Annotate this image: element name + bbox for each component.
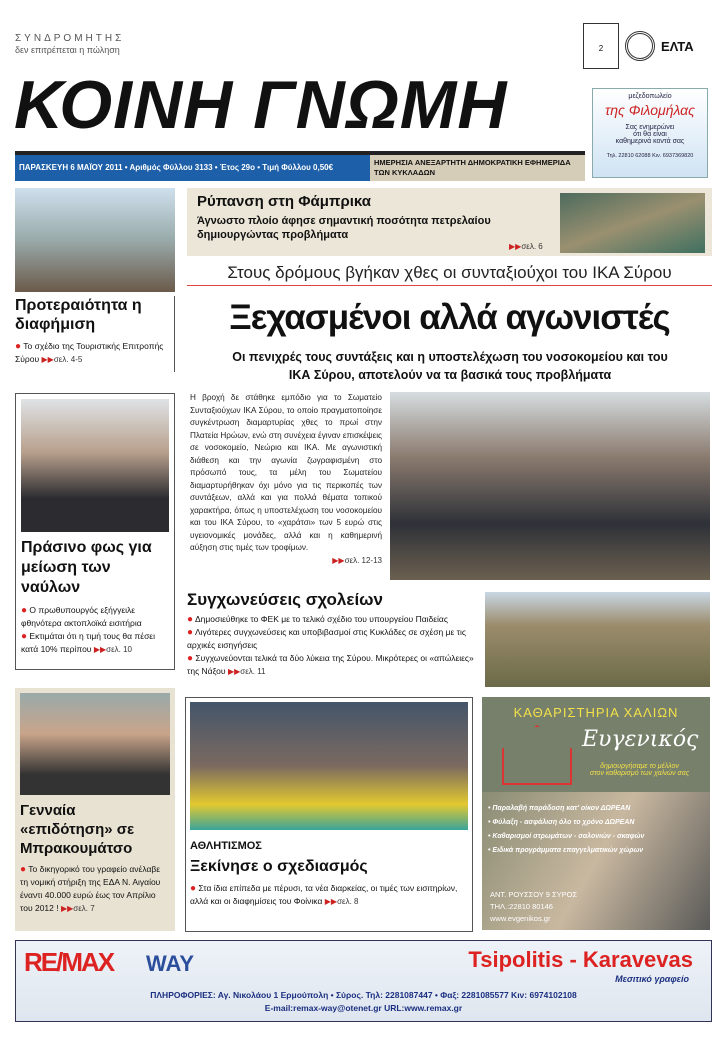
postal-logos <box>583 15 711 77</box>
story-bullet: ● Εκτιμάται ότι η τιμή τους θα πέσει κατά 10% περίπου ▶▶σελ. 10 <box>21 631 155 654</box>
story-title[interactable]: Ξεκίνησε ο σχεδιασμός <box>190 858 368 875</box>
page-ref: ▶▶σελ. 12-13 <box>332 555 382 565</box>
postal-stamp: 2 <box>583 23 619 69</box>
pm-photo <box>21 399 169 532</box>
ad-brand: Ευγενικός <box>582 727 699 752</box>
story-sub: Άγνωστο πλοίο άφησε σημαντική ποσότητα πετρελαίου δημιουργώντας προβλήματα <box>197 215 491 241</box>
story-bullet: ● Το σχέδιο της Τουριστικής Επιτροπής Σύρου ▶▶σελ. 4-5 <box>15 341 164 364</box>
ad-slogan: δημιουργήσαμε το μέλλον στον καθαρισμό των χαλιών σας <box>589 763 690 777</box>
filomila-ad[interactable] <box>592 88 708 178</box>
ad-text: ότι θα είναι <box>633 131 667 138</box>
house-icon <box>502 725 572 785</box>
ad-phone: Τηλ. 22810 62088 Κιν. 6937369820 <box>606 153 694 159</box>
story-title[interactable]: Προτεραιότητα η διαφήμιση <box>15 297 142 333</box>
lead-headline[interactable]: Ξεχασμένοι αλλά αγωνιστές <box>229 298 670 337</box>
story-title[interactable]: Ρύπανση στη Φάμπρικα <box>197 193 371 210</box>
date-bar <box>15 151 585 181</box>
story-title[interactable]: Συγχωνεύσεις σχολείων <box>187 590 383 609</box>
story-bullet: ● Λιγότερες συγχωνεύσεις και υποβιβασμοί στις Κυκλάδες σε σχέση με τις αρχικές εισηγήσεις <box>187 627 466 650</box>
island-photo <box>485 592 710 687</box>
lead-body: Η βροχή δε στάθηκε εμπόδιο για το Σωματείο Συνταξιούχων ΙΚΑ Σύρου, το οποίο πραγματοποίησε συγκέντρωση διαμαρτυρίας χθες το πρωί στην Πλατεία Ηρώων, ενώ στη συνέχεια έγιναν επισκέψεις σε νοσοκομείο, Νεώριο και ΙΚΑ. Με αγωνιστική διάθεση και την αγωνία ζωγραφισμένη στο πρόσωπό τους, τα μέλη του Σωματείου διαμαρτυρήθηκαν όχι μόνο για τις περικοπές των συντάξεων, αλλά και για πολλά θέματα τοπικού χαρακτήρα, όπως η υποστελέχωση του νοσοκομείου και του ΙΚΑ Σύρου, το «χαράτσι» των 5 ευρώ στις υγειονομικές μονάδες, αλλά και η καθημερινή αύξηση στις τιμές των τροφίμων. ▶▶σελ. 12-13 <box>190 392 382 567</box>
ad-services: • Παραλαβή παράδοση κατ' οίκον ΔΩΡΕΑΝ • Φύλαξη - ασφάλιση όλο το χρόνο ΔΩΡΕΑΝ • Καθαρισμοί στρωμάτων - σαλονιών - σκαφών • Ειδικά προγράμματα επαγγελματικών χώρων <box>488 805 645 854</box>
subscriber-label: ΣΥΝΔΡΟΜΗΤΗΣ <box>15 33 125 44</box>
issue-info: ΠΑΡΑΣΚΕΥΗ 6 ΜΑΪΟΥ 2011 • Αριθμός Φύλλου 3133 • Έτος 29ο • Τιμή Φύλλου 0,50€ <box>15 155 370 181</box>
story-bullet: ● Το δικηγορικό του γραφείο ανέλαβε τη νομική στήριξη της ΕΔΑ Ν. Αιγαίου έναντι 40.000 ευρώ έως τον Απρίλιο του 2012 ! ▶▶σελ. 7 <box>20 864 161 913</box>
agency-name: Tsipolitis - Karavevas <box>468 947 693 972</box>
tourism-photo <box>15 188 175 292</box>
page-ref: ▶▶σελ. 6 <box>509 242 543 251</box>
masthead-title: ΚΟΙΝΗ ΓΝΩΜΗ <box>14 67 508 143</box>
ad-text: καθημερινά κοντά σας <box>615 138 685 145</box>
story-bullet: ● Συγχωνεύονται τελικά τα δύο λύκεια της Σύρου. Μικρότερες οι «απώλειες» της Νάξου ▶▶σελ. 11 <box>187 653 474 676</box>
remax-ad[interactable] <box>15 940 712 1022</box>
story-bullet: ● Δημοσιεύθηκε το ΦΕΚ με το τελικό σχέδιο του υπουργείου Παιδείας <box>187 614 448 625</box>
agency-type: Μεσιτικό γραφείο <box>615 974 689 984</box>
sports-photo <box>190 702 468 830</box>
top-story <box>187 188 712 256</box>
carpets-ad[interactable] <box>482 697 710 930</box>
not-for-sale-label: δεν επιτρέπεται η πώληση <box>15 45 120 55</box>
story-title[interactable]: Πράσινο φως για μείωση των ναύλων <box>21 539 152 596</box>
ad-text: Σας ενημερώνει <box>625 124 675 131</box>
remax-way: WAY <box>146 951 195 976</box>
pollution-photo <box>560 193 705 253</box>
lawyer-photo <box>20 693 170 795</box>
lead-subhead: Οι πενιχρές τους συντάξεις και η υποστελέχωση του νοσοκομείου και του ΙΚΑ Σύρου, αποτελούν να τα βασικά τους προβλήματα <box>232 350 668 382</box>
lead-kicker: Στους δρόμους βγήκαν χθες οι συνταξιούχοι του ΙΚΑ Σύρου <box>187 262 712 286</box>
pensioners-photo <box>390 392 710 580</box>
story-bullet: ● Στα ίδια επίπεδα με πέρυσι, τα νέα διαρκείας, οι τιμές των εισιτηρίων, αλλά και οι διαφημίσεις του Φοίνικα ▶▶σελ. 8 <box>190 883 458 906</box>
remax-logo: RE/MAX <box>24 947 114 977</box>
ad-text: μεζεδοπωλείο <box>628 93 672 100</box>
ad-title: ΚΑΘΑΡΙΣΤΗΡΙΑ ΧΑΛΙΩΝ <box>513 705 679 720</box>
story-title[interactable]: Γενναία «επιδότηση» σε Μπρακουμάτσο <box>20 802 135 857</box>
ad-name: της Φιλομήλας <box>605 102 695 118</box>
seal-icon <box>625 31 655 61</box>
section-label: ΑΘΛΗΤΙΣΜΟΣ <box>190 840 262 852</box>
ad-contact: ΑΝΤ. ΡΟΥΣΣΟΥ 9 ΣΥΡΟΣ ΤΗΛ.:22810 80146 www.evgenikos.gr <box>490 890 578 923</box>
story-bullet: ● Ο πρωθυπουργός εξήγγειλε φθηνότερα ακτοπλοϊκά εισιτήρια <box>21 605 142 628</box>
tagline: ΗΜΕΡΗΣΙΑ ΑΝΕΞΑΡΤΗΤΗ ΔΗΜΟΚΡΑΤΙΚΗ ΕΦΗΜΕΡΙΔΑ ΤΩΝ ΚΥΚΛΑΔΩΝ <box>370 155 585 181</box>
agency-info: ΠΛΗΡΟΦΟΡΙΕΣ: Αγ. Νικολάου 1 Ερμούπολη • Σύρος. Τηλ: 2281087447 • Φαξ: 2281085577 Κιν: 6974102108 E-mail:remax-way@otenet.gr URL:www.remax.gr <box>150 990 577 1013</box>
elta-logo: ΕΛΤΑ <box>661 38 694 54</box>
